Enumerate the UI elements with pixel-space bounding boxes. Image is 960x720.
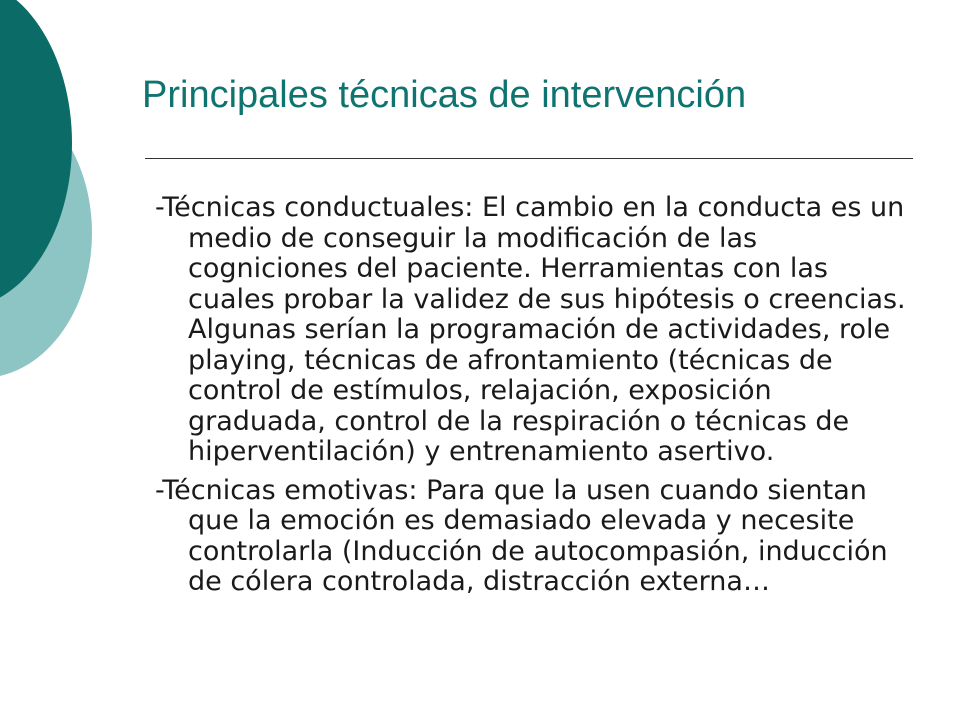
slide-title: Principales técnicas de intervención	[142, 74, 747, 116]
title-divider	[145, 158, 913, 159]
slide-body	[155, 193, 915, 606]
paragraph-emotivas: -Técnicas emotivas: Para que la usen cuando sientan que la emoción es demasiado elevada y necesite controlarla (Inducción de autocompasión, inducción de cólera controlada, distracción externa…	[155, 474, 888, 597]
paragraph-conductuales: -Técnicas conductuales: El cambio en la conducta es un medio de conseguir la modificación de las cogniciones del paciente. Herramientas con las cuales probar la validez de sus hipótesis o creencias. Algunas serían la programación de actividades, role playing, técnicas de afrontamiento (técnicas de control de estímulos, relajación, exposición graduada, control de la respiración o técnicas de hiperventilación) y entrenamiento asertivo.	[155, 192, 906, 467]
